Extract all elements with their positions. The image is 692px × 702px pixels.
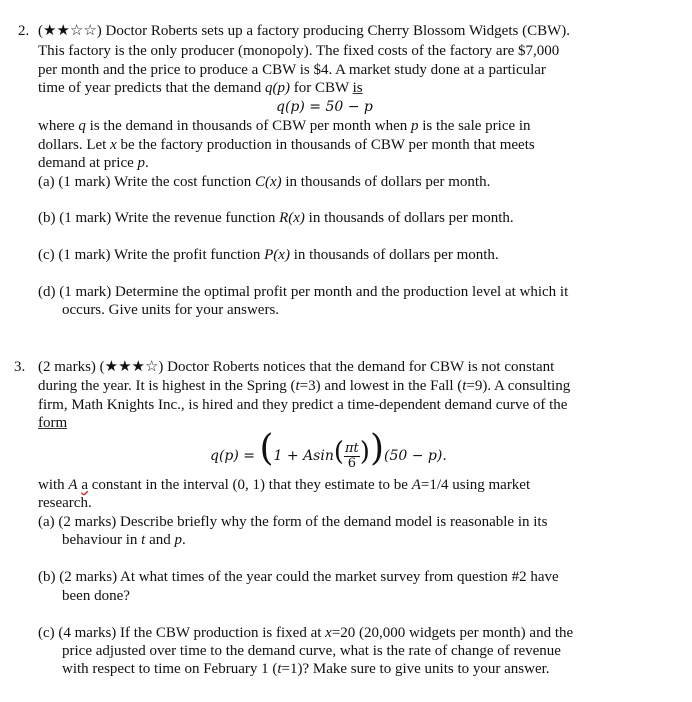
math-run: x — [325, 625, 332, 641]
q3-text-line-3: firm, Math Knights Inc., is hired and they predict a time-dependent demand curve of the — [38, 397, 568, 413]
math-run: P(x) — [264, 247, 290, 263]
q3-text-line-4: form — [38, 415, 68, 431]
text-run: in thousands of dollars per month. — [304, 210, 514, 226]
q3-part-b-line-1: (b) (2 marks) At what times of the year could the market survey from question #2 have — [38, 569, 559, 585]
q2-text-line-1: (★★☆☆) Doctor Roberts sets up a factory producing Cherry Blossom Widgets (CBW). — [38, 23, 570, 39]
paren: ( — [259, 428, 274, 469]
text-run: constant in the interval (0, 1) that they estimate to be — [88, 477, 412, 493]
text-run: =1/4 using market — [420, 477, 531, 493]
text-run: time of year predicts that the demand — [38, 80, 265, 96]
question-number: 2. — [18, 23, 30, 39]
text-run: in thousands of dollars per month. — [281, 174, 491, 190]
text-run: is — [352, 80, 363, 96]
denominator: 6 — [347, 455, 357, 471]
math-run: R(x) — [279, 210, 305, 226]
text-run: in thousands of dollars per month. — [289, 247, 499, 263]
demand-equation: q(p) = 50 − p — [276, 99, 373, 115]
math-run: t — [462, 378, 467, 394]
q3-part-b-line-2: been done? — [62, 588, 130, 604]
text-run: (c) (4 marks) If the CBW production is fixed at — [38, 625, 326, 641]
text-run: during the year. It is highest in the Spring ( — [38, 378, 296, 394]
text-run: =1)? Make sure to give units to your answer. — [281, 661, 550, 677]
q2-part-d-line-2: occurs. Give units for your answers. — [62, 302, 280, 318]
text-run: behaviour in — [62, 532, 142, 548]
math-run: x — [110, 137, 117, 153]
math-run: (50 − p). — [384, 448, 447, 464]
text-run: with — [38, 477, 69, 493]
fraction — [344, 442, 360, 471]
text-run: dollars. Let — [38, 137, 111, 153]
math-run: p — [174, 532, 182, 548]
math-run: t — [277, 661, 282, 677]
text-run: (c) (1 mark) Write the profit function — [38, 247, 265, 263]
math-run: q(p) = — [210, 448, 260, 464]
q2-part-d-line-1: (d) (1 mark) Determine the optimal profit per month and the production level at which it — [38, 284, 569, 300]
q3-text-line-6: research. — [38, 495, 92, 511]
math-run: A — [411, 477, 421, 493]
paren: ( — [333, 437, 345, 467]
paren: ) — [369, 428, 384, 469]
text-run: . — [145, 155, 149, 171]
q3-part-c-line-3 — [62, 660, 550, 678]
q3-text-line-2 — [38, 377, 570, 395]
q2-text-line-7 — [38, 154, 149, 172]
q2-part-c — [38, 246, 499, 264]
math-run: t — [141, 532, 146, 548]
question-number: 3. — [14, 359, 26, 375]
q3-part-a-line-2 — [62, 531, 186, 549]
q2-part-a — [38, 173, 490, 191]
math-run: q — [78, 118, 86, 134]
math-run: t — [295, 378, 300, 394]
q3-part-c-line-2: price adjusted over time to the demand curve, what is the rate of change of revenue — [62, 643, 561, 659]
text-run: be the factory production in thousands of CBW per month that meets — [116, 137, 535, 153]
math-run: p — [137, 155, 146, 171]
paren: ) — [359, 437, 370, 467]
text-run: is the demand in thousands of CBW per month when — [85, 118, 412, 134]
text-run: for CBW — [290, 80, 353, 96]
q3-part-a-line-1: (a) (2 marks) Describe briefly why the form of the demand model is reasonable in its — [38, 514, 548, 530]
text-run: with respect to time on February 1 ( — [62, 661, 278, 677]
text-run: (a) (1 mark) Write the cost function — [38, 174, 255, 190]
math-run: p — [411, 118, 419, 134]
q2-text-line-5 — [38, 117, 531, 135]
q3-text-line-5 — [38, 476, 530, 494]
text-run: =3) and lowest in the Fall ( — [299, 378, 463, 394]
text-run: . — [182, 532, 186, 548]
text-run: where — [38, 118, 79, 134]
text-run: =20 (20,000 widgets per month) and the — [331, 625, 574, 641]
text-run: is the sale price in — [418, 118, 531, 134]
q2-text-line-4 — [38, 79, 363, 97]
q2-text-line-2: This factory is the only producer (monopoly). The fixed costs of the factory are $7,000 — [38, 43, 560, 59]
text-run: a — [81, 477, 89, 493]
math-run: 1 + Asin — [273, 448, 334, 464]
q2-text-line-6 — [38, 136, 535, 154]
time-demand-equation — [210, 428, 447, 475]
numerator: πt — [345, 440, 359, 456]
text-run: and — [145, 532, 175, 548]
math-run: A — [68, 477, 78, 493]
q3-part-c-line-1 — [38, 624, 573, 642]
math-run: C(x) — [254, 174, 282, 190]
text-run: =9). A consulting — [466, 378, 571, 394]
q2-text-line-3: per month and the price to produce a CBW is $4. A market study done at a particular — [38, 62, 546, 78]
math-run: q(p) — [265, 80, 290, 96]
q2-part-b — [38, 209, 514, 227]
text-run: (b) (1 mark) Write the revenue function — [38, 210, 280, 226]
q3-text-line-1: (2 marks) (★★★☆) Doctor Roberts notices that the demand for CBW is not constant — [38, 359, 555, 375]
text-run: demand at price — [38, 155, 138, 171]
